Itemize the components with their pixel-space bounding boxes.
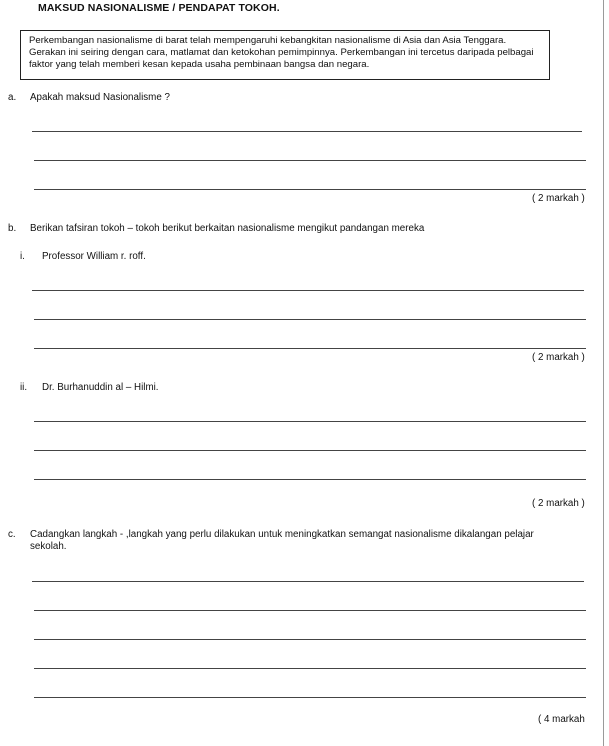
question-c-number: c. xyxy=(8,529,16,540)
answer-line[interactable] xyxy=(32,131,582,132)
marks-a: ( 2 markah ) xyxy=(532,193,585,204)
section-title: MAKSUD NASIONALISME / PENDAPAT TOKOH. xyxy=(38,2,280,14)
marks-b-i: ( 2 markah ) xyxy=(532,352,585,363)
question-b-ii-number: ii. xyxy=(20,382,28,393)
answer-line[interactable] xyxy=(34,639,586,640)
question-a-number: a. xyxy=(8,92,17,103)
question-b-number: b. xyxy=(8,223,17,234)
answer-line[interactable] xyxy=(34,610,586,611)
answer-line[interactable] xyxy=(34,697,586,698)
question-b-i-number: i. xyxy=(20,251,25,262)
answer-line[interactable] xyxy=(34,319,586,320)
answer-line[interactable] xyxy=(34,189,586,190)
answer-line[interactable] xyxy=(34,348,586,349)
answer-line[interactable] xyxy=(34,421,586,422)
answer-line[interactable] xyxy=(32,290,584,291)
question-b-i-text: Professor William r. roff. xyxy=(42,251,146,262)
answer-line[interactable] xyxy=(34,668,586,669)
answer-line[interactable] xyxy=(34,450,586,451)
question-b-ii-text: Dr. Burhanuddin al – Hilmi. xyxy=(42,382,159,393)
passage-box: Perkembangan nasionalisme di barat telah mempengaruhi kebangkitan nasionalisme di Asia dan Asia Tenggara. Gerakan ini seiring dengan cara, matlamat dan ketokohan pemimpinnya. Perkembangan ini tercetus daripada pelbagai faktor yang telah memberi kesan kepada usaha pembinaan bangsa dan negara. xyxy=(20,30,550,80)
question-b-text: Berikan tafsiran tokoh – tokoh berikut berkaitan nasionalisme mengikut pandangan mereka xyxy=(30,223,425,234)
answer-line[interactable] xyxy=(34,479,586,480)
question-c-text: Cadangkan langkah - ,langkah yang perlu dilakukan untuk meningkatkan semangat nasionalisme dikalangan pelajar sekolah. xyxy=(30,529,534,552)
marks-c: ( 4 markah xyxy=(538,714,585,725)
question-a-text: Apakah maksud Nasionalisme ? xyxy=(30,92,170,103)
answer-line[interactable] xyxy=(32,581,584,582)
answer-line[interactable] xyxy=(34,160,586,161)
marks-b-ii: ( 2 markah ) xyxy=(532,498,585,509)
